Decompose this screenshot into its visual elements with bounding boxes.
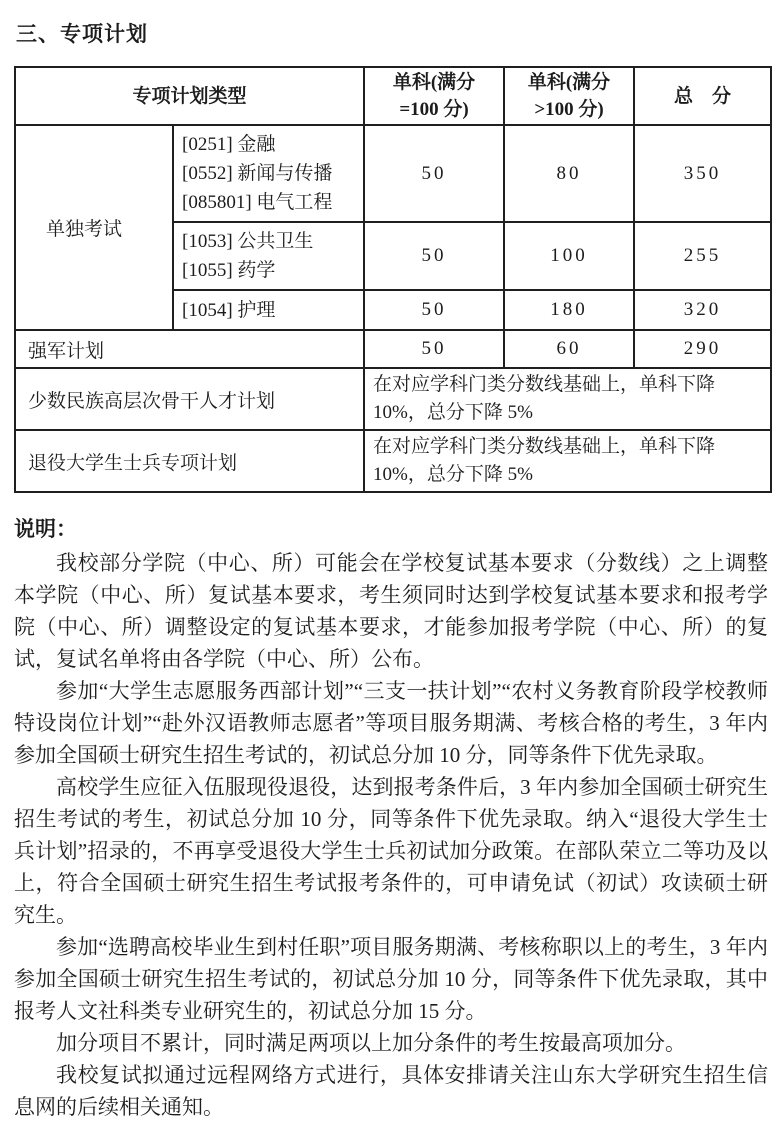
header-single-subject-gt100 [504, 67, 634, 125]
single-eq-score: 50 [364, 222, 504, 290]
header-plan-type: 专项计划类型 [15, 67, 364, 125]
note-paragraph: 我校部分学院（中心、所）可能会在学校复试基本要求（分数线）之上调整本学院（中心、所）复试基本要求，考生须同时达到学校复试基本要求和报考学院（中心、所）调整设定的复试基本要求，才能参加报考学院（中心、所）的复试，复试名单将由各学院（中心、所）公布。 [14, 551, 768, 671]
page-title: 三、专项计划 [16, 22, 148, 46]
veteran-plan-note: 在对应学科门类分数线基础上，单科下降10%，总分下降 5% [364, 430, 771, 492]
qiangjun-plan-label: 强军计划 [15, 330, 364, 368]
minority-plan-note: 在对应学科门类分数线基础上，单科下降10%，总分下降 5% [364, 368, 771, 430]
notes-section [14, 513, 768, 1123]
major-code-line: [085801] 电气工程 [182, 192, 333, 213]
total-score: 255 [634, 222, 771, 290]
single-gt-score: 80 [504, 125, 634, 222]
single-gt-score: 180 [504, 290, 634, 330]
notes-heading: 说明： [14, 517, 77, 541]
major-codes-cell [173, 222, 364, 290]
table-row-standalone-1 [15, 125, 771, 222]
total-score: 290 [634, 330, 771, 368]
note-paragraph: 参加“选聘高校毕业生到村任职”项目服务期满、考核称职以上的考生，3 年内参加全国硕士研究生招生考试的，初试总分加 10 分，同等条件下优先录取，其中报考人文社科类专业研究生的，初试总分加 15 分。 [14, 935, 768, 1023]
table-row-minority [15, 368, 771, 430]
single-gt-score: 100 [504, 222, 634, 290]
veteran-plan-label: 退役大学生士兵专项计划 [15, 430, 364, 492]
total-score: 320 [634, 290, 771, 330]
header-line: 单科(满分 [527, 72, 611, 93]
major-code-line: [1055] 药学 [182, 260, 276, 281]
total-score: 350 [634, 125, 771, 222]
note-paragraph: 参加“大学生志愿服务西部计划”“三支一扶计划”“农村义务教育阶段学校教师特设岗位计划”“赴外汉语教师志愿者”等项目服务期满、考核合格的考生，3 年内参加全国硕士研究生招生考试的，初试总分加 10 分，同等条件下优先录取。 [14, 679, 768, 767]
table-header-row [15, 67, 771, 125]
special-plan-score-table [14, 66, 772, 493]
note-paragraph: 高校学生应征入伍服现役退役，达到报考条件后，3 年内参加全国硕士研究生招生考试的考生，初试总分加 10 分，同等条件下优先录取。纳入“退役大学生士兵计划”招录的，不再享受退役大学生士兵初试加分政策。在部队荣立二等功及以上，符合全国硕士研究生招生考试报考条件的，可申请免试（初试）攻读硕士研究生。 [14, 775, 768, 927]
header-line: 单科(满分 [392, 72, 476, 93]
table-row-veteran [15, 430, 771, 492]
header-single-subject-eq100 [364, 67, 504, 125]
header-line: >100 分) [534, 99, 604, 120]
major-codes-cell [173, 125, 364, 222]
header-total-score: 总 分 [634, 67, 771, 125]
single-eq-score: 50 [364, 330, 504, 368]
header-line: =100 分) [399, 99, 469, 120]
major-code-line: [0251] 金融 [182, 134, 276, 155]
major-codes-cell [173, 290, 364, 330]
major-code-line: [1053] 公共卫生 [182, 231, 314, 252]
minority-plan-label: 少数民族高层次骨干人才计划 [15, 368, 364, 430]
standalone-exam-label: 单独考试 [15, 125, 173, 330]
table-row-qiangjun [15, 330, 771, 368]
single-gt-score: 60 [504, 330, 634, 368]
single-eq-score: 50 [364, 125, 504, 222]
note-paragraph: 加分项目不累计，同时满足两项以上加分条件的考生按最高项加分。 [56, 1031, 686, 1055]
major-code-line: [1054] 护理 [182, 299, 276, 321]
major-code-line: [0552] 新闻与传播 [182, 163, 333, 184]
single-eq-score: 50 [364, 290, 504, 330]
note-paragraph: 我校复试拟通过远程网络方式进行，具体安排请关注山东大学研究生招生信息网的后续相关通知。 [14, 1063, 768, 1119]
